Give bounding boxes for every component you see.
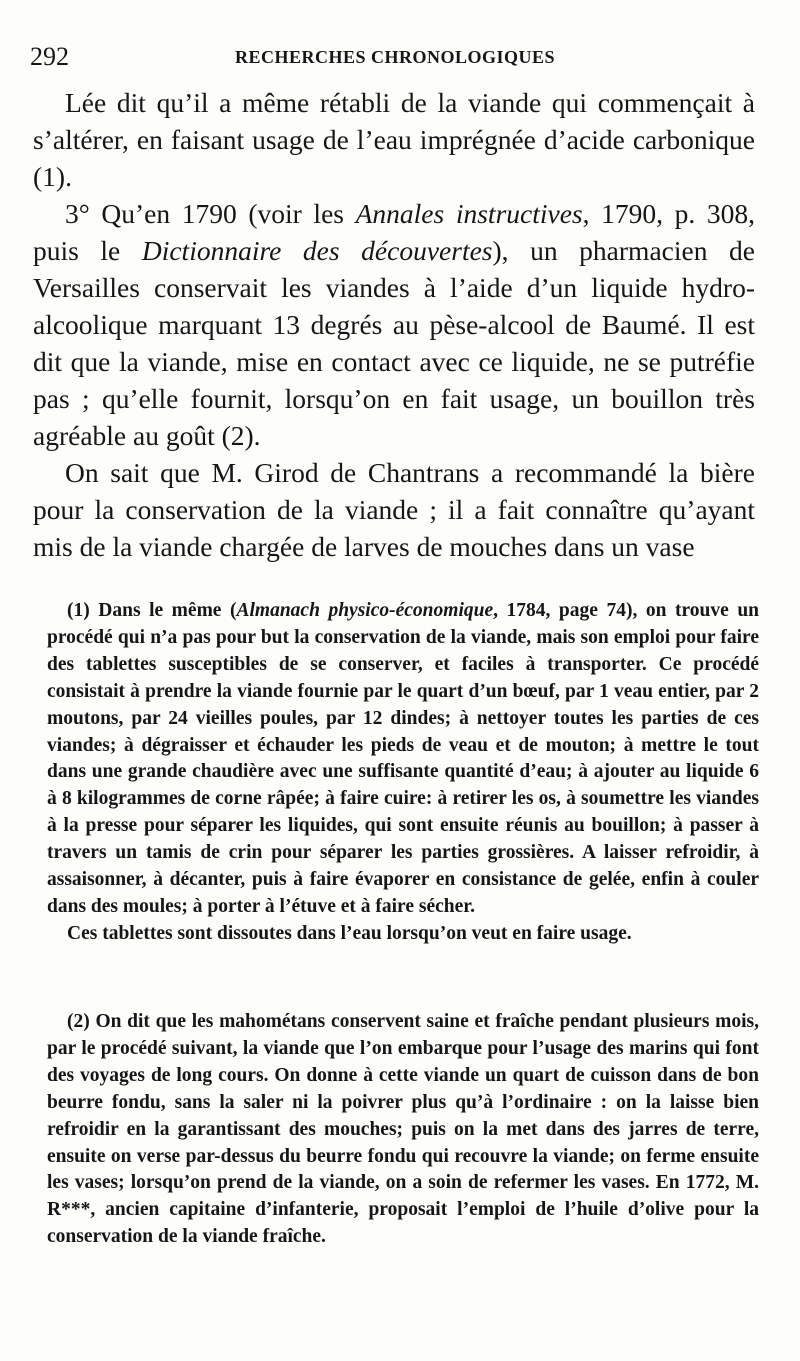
paragraph-3: On sait que M. Girod de Chantrans a recommandé la bière pour la conservation de la viande ; il a fait connaître qu’ayant mis de la viande chargée de larves de mouches dans un vase bbox=[33, 457, 755, 562]
paragraph-2-text: ), un pharmacien de Versailles conservait les viandes à l’aide d’un liquide hydro-alcoolique marquant 13 degrés au pèse-alcool de Baumé. Il est dit que la viande, mise en contact avec ce liquide, ne se putréfie pas ; qu’elle fournit, lorsqu’on en fait usage, un bouillon très agréable au goût (2). bbox=[33, 235, 755, 451]
paragraph-2-text: , 1790, p. 308, puis le bbox=[33, 198, 755, 266]
footnote-1-closing: Ces tablettes sont dissoutes dans l’eau lorsqu’on veut en faire usage. bbox=[67, 922, 632, 944]
annales-title: Annales instructives bbox=[355, 198, 583, 229]
running-head: RECHERCHES CHRONOLOGIQUES bbox=[235, 47, 556, 67]
page-header bbox=[30, 40, 680, 74]
dictionnaire-title: Dictionnaire des découvertes bbox=[141, 235, 493, 266]
footnote-1-part: (1) Dans le même ( bbox=[67, 600, 237, 621]
footnote-1-text bbox=[47, 598, 759, 921]
page-number: 292 bbox=[30, 42, 69, 71]
footnote-1-part: , 1784, page 74), on trouve un procédé qui n’a pas pour but la conservation de la viande, mais son emploi pour faire des tablettes susceptibles de se conserver, et faciles à transporter. Ce procédé consistait à prendre la viande fournie par le quart d’un bœuf, par 1 veau entier, par 2 moutons, par 24 vieilles poules, par 12 dindes; à nettoyer toutes les parties de ces viandes; à dégraisser et échauder les pieds de veau et de mouton; à mettre le tout dans une grande chaudière avec une suffisante quantité d’eau; à ajouter au liquide 6 à 8 kilogrammes de corne râpée; à faire cuire: à retirer les os, à soumettre les viandes à la presse pour séparer les liquides, qui sont ensuite réunis au bouillon; à passer à travers un tamis de crin pour séparer les parties grossières. A laisser refroidir, à assaisonner, à décanter, puis à faire évaporer en consistance de gelée, enfin à couler dans des moules; à porter à l’étuve et à faire sécher. bbox=[47, 600, 760, 917]
footnote-1 bbox=[47, 598, 759, 948]
paragraph-2-text: 3° Qu’en 1790 (voir les bbox=[65, 198, 356, 229]
almanach-title: Almanach physico-économique bbox=[236, 600, 494, 621]
footnote-2-text: (2) On dit que les mahométans conservent saine et fraîche pendant plusieurs mois, par le procédé suivant, la viande que l’on embarque pour l’usage des marins qui font des voyages de long cours. On donne à cette viande un quart de cuisson dans de bon beurre fondu, sans la saler ni la poivrer plus qu’à l’ordinaire : on la laisse bien refroidir en la garantissant des mouches; puis on la met dans des jarres de terre, ensuite on verse par-dessus du beurre fondu qui recouvre la viande; on ferme ensuite les vases; lorsqu’on prend de la viande, on a soin de refermer les vases. En 1772, M. R***, ancien capitaine d’infanterie, proposait l’emploi de l’huile d’olive pour la conservation de la viande fraîche. bbox=[47, 1011, 759, 1248]
main-text bbox=[33, 84, 755, 565]
footnote-2 bbox=[47, 1009, 759, 1251]
paragraph-2 bbox=[33, 195, 755, 454]
paragraph-1: Lée dit qu’il a même rétabli de la viande qui commençait à s’altérer, en faisant usage de l’eau imprégnée d’acide carbonique (1). bbox=[33, 87, 755, 192]
